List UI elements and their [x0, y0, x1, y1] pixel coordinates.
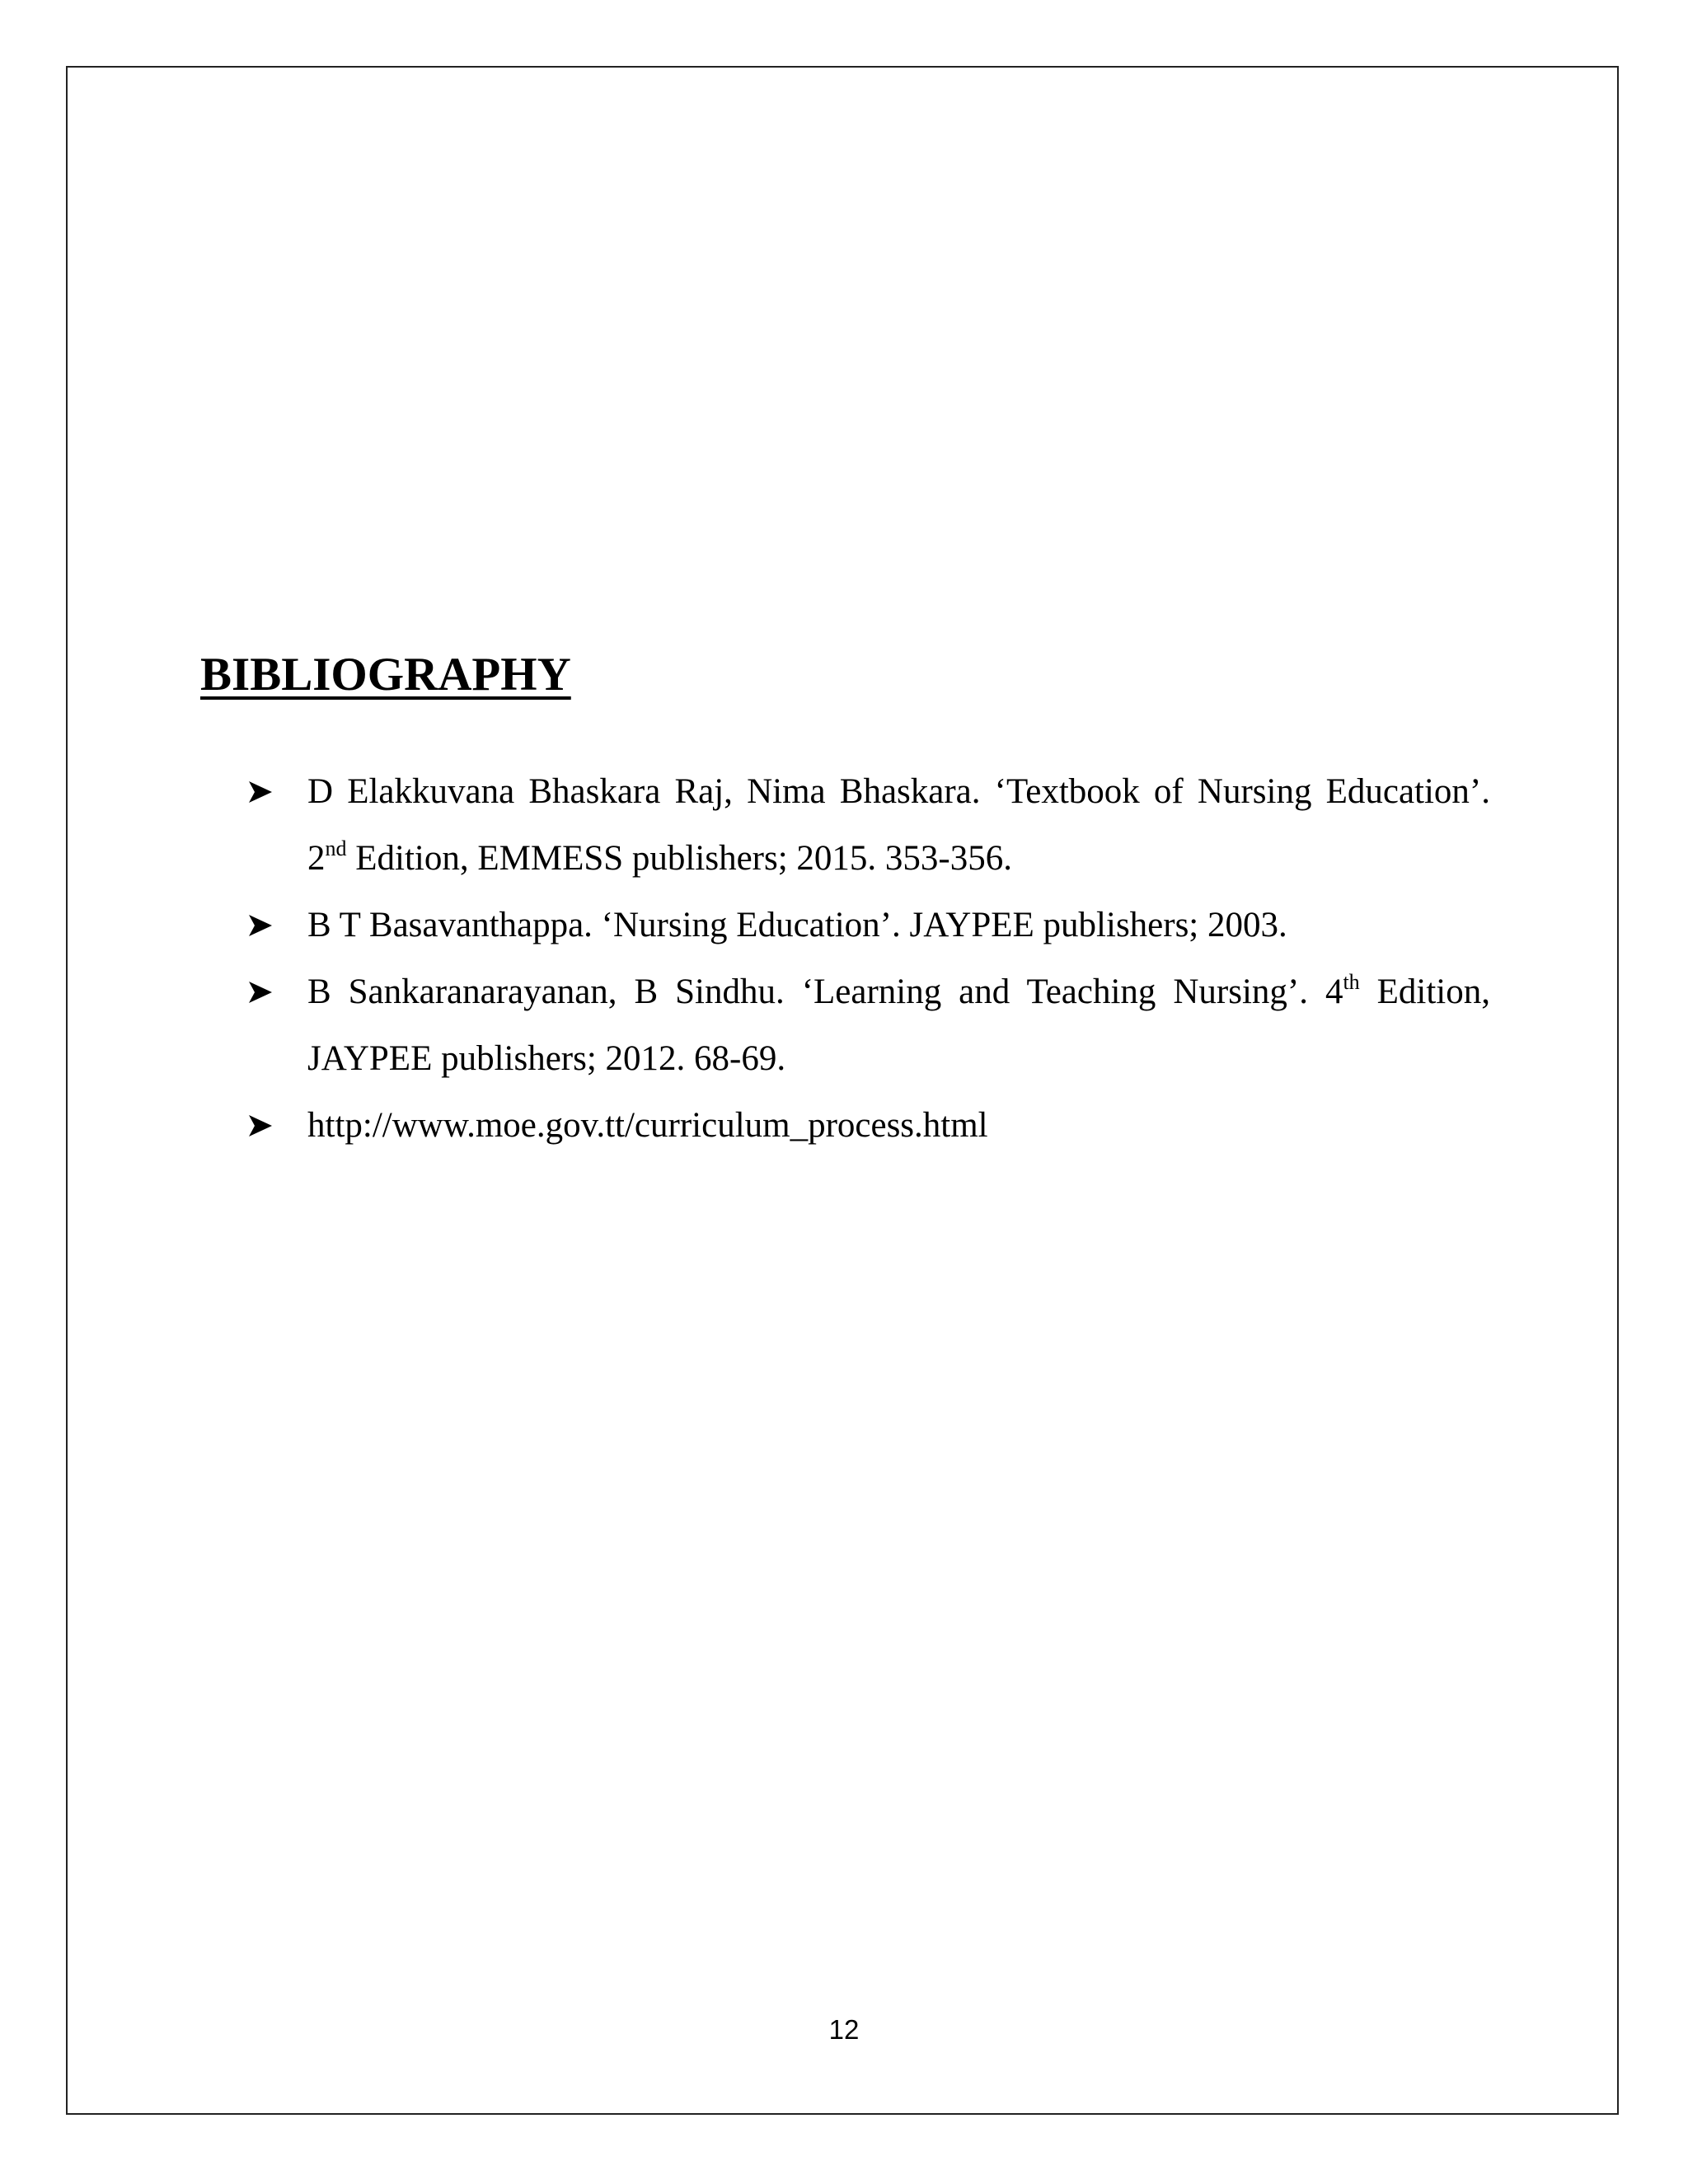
bibliography-list — [247, 758, 1490, 1159]
page-number: 12 — [828, 2014, 860, 2045]
ordinal-superscript: nd — [325, 837, 347, 860]
bibliography-entry-text: B T Basavanthappa. ‘Nursing Education’. JAYPEE publishers; 2003. — [307, 906, 1287, 944]
bibliography-title: BIBLIOGRAPHY — [200, 649, 571, 701]
bibliography-entry-3 — [247, 958, 1490, 1092]
bibliography-entry-1 — [247, 758, 1490, 892]
bibliography-entry-2 — [247, 892, 1490, 958]
bibliography-entry-text: D Elakkuvana Bhaskara Raj, Nima Bhaskara. ‘Textbook of Nursing Education’. 2 — [307, 772, 1490, 878]
arrowhead-bullet-icon — [247, 1092, 280, 1159]
bibliography-entry-text: Edition, JAYPEE publishers; 2012. 68-69. — [307, 972, 1491, 1078]
arrowhead-bullet-icon — [247, 958, 280, 1025]
bibliography-url-text: http://www.moe.gov.tt/curriculum_process.html — [307, 1106, 988, 1145]
arrowhead-bullet-icon — [247, 892, 280, 958]
bibliography-entry-text: B Sankaranarayanan, B Sindhu. ‘Learning and Teaching Nursing’. 4 — [307, 972, 1343, 1011]
bibliography-entry-text: Edition, EMMESS publishers; 2015. 353-356. — [346, 839, 1012, 878]
bibliography-entry-4 — [247, 1092, 1490, 1159]
ordinal-superscript: th — [1343, 970, 1360, 994]
arrowhead-bullet-icon — [247, 758, 280, 825]
